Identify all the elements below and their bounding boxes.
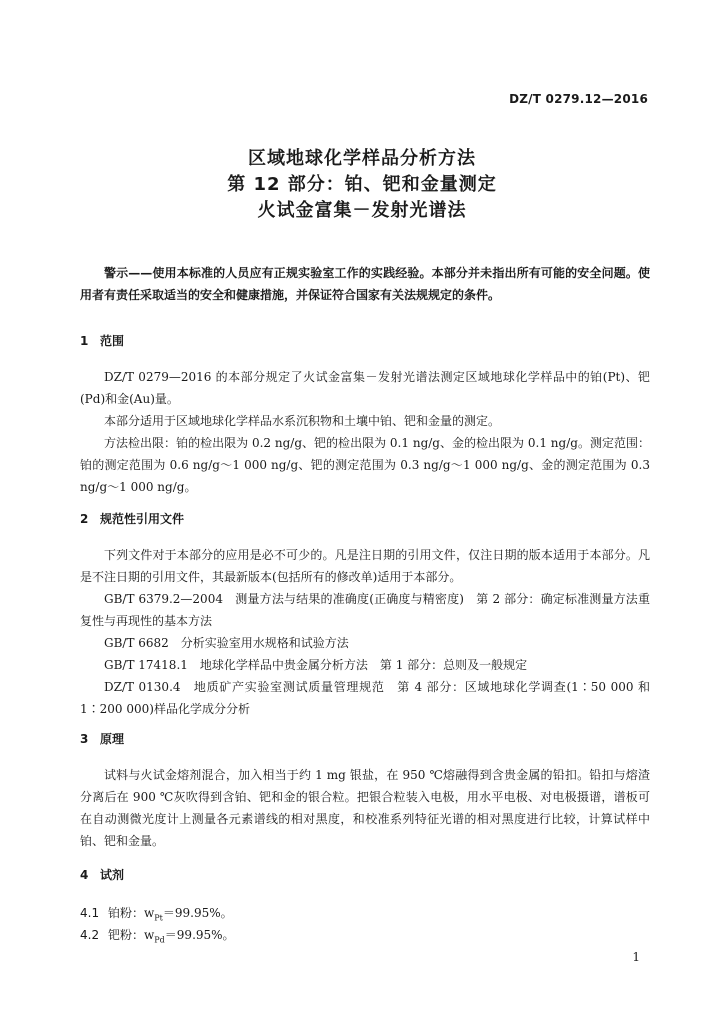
section-number: 4 [80, 868, 89, 882]
paragraph: 本部分适用于区域地球化学样品水系沉积物和土壤中铂、钯和金量的测定。 [104, 414, 501, 428]
reference-item: GB/T 6379.2—2004 测量方法与结果的准确度(正确度与精密度) 第 2 部分：确定标准测量方法重复性与再现性的基本方法 [80, 592, 650, 628]
title-line-2: 第 12 部分：铂、钯和金量测定 [227, 174, 497, 195]
reference-item: GB/T 17418.1 地球化学样品中贵金属分析方法 第 1 部分：总则及一般规定 [104, 658, 528, 672]
paragraph: DZ/T 0279—2016 的本部分规定了火试金富集－发射光谱法测定区域地球化学样品中的铂(Pt)、钯(Pd)和金(Au)量。 [80, 370, 650, 406]
section-3-heading [80, 730, 124, 747]
item-value: ＝99.95%。 [164, 928, 235, 942]
section-1-heading [80, 332, 124, 349]
section-1-body [80, 366, 650, 498]
section-title: 范围 [100, 334, 125, 348]
section-4-heading [80, 866, 124, 883]
section-title: 规范性引用文件 [100, 512, 185, 526]
section-title: 试剂 [100, 868, 125, 882]
paragraph: 下列文件对于本部分的应用是必不可少的。凡是注日期的引用文件，仅注日期的版本适用于本部分。凡是不注日期的引用文件，其最新版本(包括所有的修改单)适用于本部分。 [80, 548, 650, 584]
reagent-item [80, 904, 233, 922]
section-2-body [80, 544, 650, 720]
standard-code-header: DZ/T 0279.12—2016 [509, 92, 648, 106]
section-number: 1 [80, 334, 89, 348]
item-subscript: Pt [154, 913, 163, 923]
paragraph: 方法检出限：铂的检出限为 0.2 ng/g、钯的检出限为 0.1 ng/g、金的检出限为 0.1 ng/g。测定范围：铂的测定范围为 0.6 ng/g～1 000 ng/g、钯的测定范围为 0.3 ng/g～1 000 ng/g、金的测定范围为 0.3 ng/g～1 000 ng/g。 [80, 436, 650, 494]
title-line-1: 区域地球化学样品分析方法 [248, 148, 476, 169]
paragraph: 试料与火试金熔剂混合，加入相当于约 1 mg 银盐，在 950 ℃熔融得到含贵金属的铅扣。铅扣与熔渣分离后在 900 ℃灰吹得到含铂、钯和金的银合粒。把银合粒装入电极，用水平电极、对电极摄谱，谱板可在自动测微光度计上测量各元素谱线的相对黑度，和校准系列特征光谱的相对黑度进行比较，计算试样中铂、钯和金量。 [80, 768, 650, 848]
item-value: ＝99.95%。 [162, 906, 233, 920]
section-number: 2 [80, 512, 89, 526]
item-subscript: Pd [154, 935, 165, 945]
title-line-3: 火试金富集－发射光谱法 [257, 200, 467, 221]
reference-item: GB/T 6682 分析实验室用水规格和试验方法 [104, 636, 349, 650]
page-number: 1 [632, 950, 640, 964]
document-title [0, 146, 724, 224]
reagent-item [80, 926, 235, 944]
warning-paragraph: 警示——使用本标准的人员应有正规实验室工作的实践经验。本部分并未指出所有可能的安全问题。使用者有责任采取适当的安全和健康措施，并保证符合国家有关法规规定的条件。 [80, 266, 650, 302]
item-number: 4.2 [80, 928, 100, 942]
item-text: 钯粉：w [108, 928, 155, 942]
section-3-body [80, 764, 650, 852]
section-title: 原理 [100, 732, 125, 746]
reference-item: DZ/T 0130.4 地质矿产实验室测试质量管理规范 第 4 部分：区域地球化学调查(1∶50 000 和 1∶200 000)样品化学成分分析 [80, 680, 650, 716]
item-text: 铂粉：w [108, 906, 155, 920]
section-number: 3 [80, 732, 89, 746]
section-2-heading [80, 510, 184, 527]
item-number: 4.1 [80, 906, 100, 920]
